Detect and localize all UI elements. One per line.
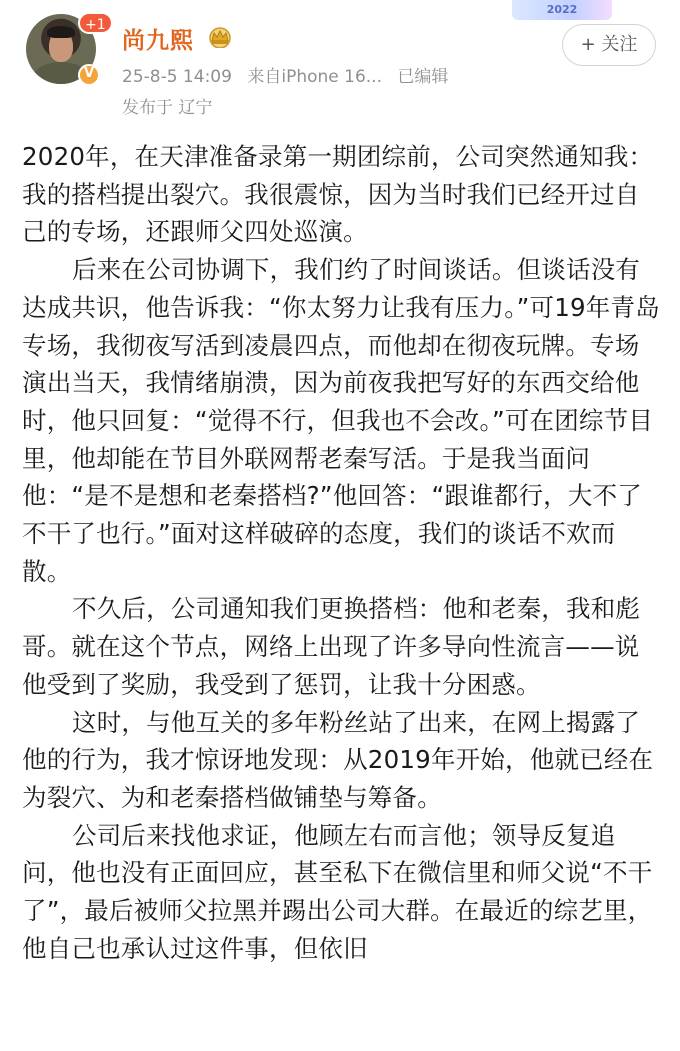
avatar-hair	[47, 26, 75, 38]
event-banner[interactable]: 2022	[512, 0, 612, 20]
post-paragraph-5: 公司后来找他求证，他顾左右而言他；领导反复追问，他也没有正面回应，甚至私下在微信里和师父说“不干了”，最后被师父拉黑并踢出公司大群。在最近的综艺里，他自己也承认过这件事，但依旧	[22, 820, 653, 963]
post-paragraph-4: 这时，与他互关的多年粉丝站了出来，在网上揭露了他的行为，我才惊讶地发现：从2019年开始，他就已经在为裂穴、为和老秦搭档做铺垫与筹备。	[22, 707, 654, 812]
follow-button[interactable]: + 关注	[562, 24, 656, 66]
post-timestamp: 25-8-5 14:09	[122, 67, 232, 87]
crown-icon	[206, 26, 234, 48]
post-source[interactable]: 来自iPhone 16...	[247, 67, 382, 87]
post-paragraph-2: 后来在公司协调下，我们约了时间谈话。但谈话没有达成共识，他告诉我：“你太努力让我有压力。”可19年青岛专场，我彻夜写活到凌晨四点，而他却在彻夜玩牌。专场演出当天，我情绪崩溃，因为前夜我把写好的东西交给他时，他只回复：“觉得不行，但我也不会改。”可在团综节目里，他却能在节目外联网帮老秦写活。于是我当面问他：“是不是想和老秦搭档?”他回答：“跟谁都行，大不了不干了也行。”面对这样破碎的态度，我们的谈话不欢而散。	[22, 255, 660, 586]
avatar-update-badge[interactable]: +1	[78, 12, 113, 34]
post-meta	[122, 62, 458, 87]
post-header	[0, 0, 680, 130]
post-paragraph-1: 2020年，在天津准备录第一期团综前，公司突然通知我：我的搭档提出裂穴。我很震惊，因为当时我们已经开过自己的专场，还跟师父四处巡演。	[22, 142, 654, 247]
edited-label[interactable]: 已编辑	[397, 67, 449, 87]
post-location: 发布于 辽宁	[122, 98, 213, 118]
post-body	[22, 138, 662, 967]
author-name[interactable]: 尚九熙	[122, 28, 194, 54]
verified-badge-icon	[78, 64, 100, 86]
post-paragraph-3: 不久后，公司通知我们更换搭档：他和老秦，我和彪哥。就在这个节点，网络上出现了许多导向性流言——说他受到了奖励，我受到了惩罚，让我十分困惑。	[22, 594, 641, 699]
